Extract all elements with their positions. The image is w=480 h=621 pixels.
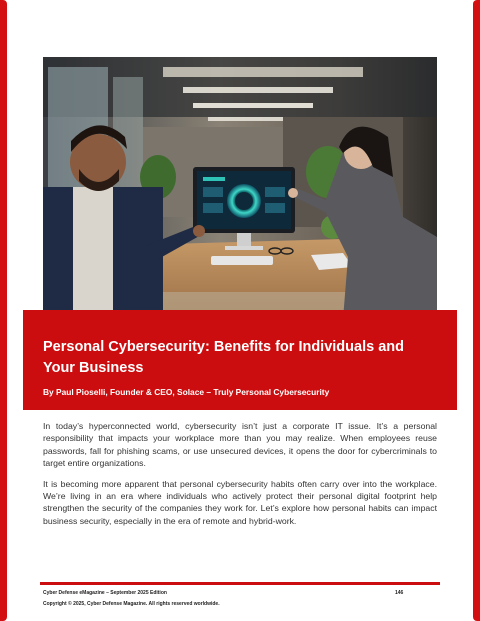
footer-page-number: 146 <box>395 590 404 596</box>
footer-copyright: Copyright © 2025, Cyber Defense Magazine. All rights reserved worldwide. <box>43 601 220 607</box>
article-header-box <box>23 310 457 410</box>
left-accent-bar <box>0 0 7 621</box>
article-title: Personal Cybersecurity: Benefits for Individuals and Your Business <box>43 339 404 376</box>
footer-divider <box>40 582 440 585</box>
hero-photo <box>43 57 437 319</box>
article-body <box>43 420 437 535</box>
footer-edition: Cyber Defense eMagazine – September 2025 Edition <box>43 590 167 596</box>
body-paragraph: It is becoming more apparent that personal cybersecurity habits often carry over into the workplace. We’re living in an era where individuals who actively protect their personal digital footprint help strengthen the security of the companies they work for. Let’s explore how personal habits can impact business security, especially in the era of remote and hybrid-work. <box>43 478 437 526</box>
body-paragraph: In today’s hyperconnected world, cybersecurity isn’t just a corporate IT issue. It’s a personal responsibility that impacts your workplace more than you may realize. When employees reuse passwords, fall for phishing scams, or use unsecured devices, it opens the door for cybercriminals to target entire organizations. <box>43 421 437 469</box>
right-accent-bar <box>473 0 480 621</box>
office-scene-illustration <box>43 57 437 319</box>
article-byline: By Paul Pioselli, Founder & CEO, Solace – Truly Personal Cybersecurity <box>43 387 330 397</box>
